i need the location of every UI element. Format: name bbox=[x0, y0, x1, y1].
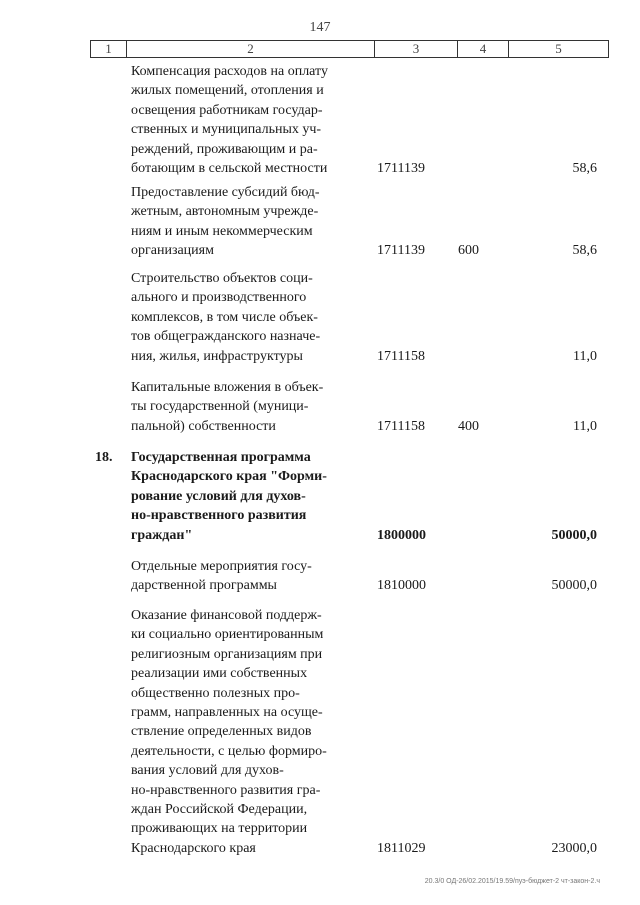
row-description bbox=[131, 269, 347, 366]
description-line: Государственная программа bbox=[131, 450, 311, 465]
column-header-3: 3 bbox=[375, 41, 458, 58]
description-line: комплексов, в том числе объек- bbox=[131, 309, 318, 325]
description-line: жилых помещений, отопления и bbox=[131, 83, 324, 99]
description-line: ния, жилья, инфраструктуры bbox=[131, 348, 303, 364]
description-line: Капитальные вложения в объек- bbox=[131, 380, 324, 395]
row-description bbox=[131, 557, 347, 596]
amount: 50000,0 bbox=[551, 527, 597, 543]
description-line: ки социально ориентированным bbox=[131, 627, 324, 643]
description-line: Компенсация расходов на оплату bbox=[131, 64, 328, 79]
target-code: 1811029 bbox=[377, 840, 426, 856]
description-line: проживающих на территории bbox=[131, 821, 308, 837]
description-line: общественно полезных про- bbox=[131, 685, 300, 701]
column-header-4: 4 bbox=[458, 41, 509, 58]
row-description bbox=[131, 606, 347, 858]
description-line: пальной) собственности bbox=[131, 418, 276, 434]
target-code: 1711158 bbox=[377, 418, 425, 434]
description-line: граждан" bbox=[131, 527, 193, 543]
description-line: Оказание финансовой поддерж- bbox=[131, 608, 322, 623]
description-line: ботающим в сельской местности bbox=[131, 161, 328, 177]
description-line: грамм, направленных на осуще- bbox=[131, 705, 323, 721]
description-line: Предоставление субсидий бюд- bbox=[131, 185, 320, 200]
footer-file-reference: 20.3/0 ОД-26/02.2015/19.59/пуэ-бюджет-2 чт-закон-2.ч bbox=[424, 878, 600, 885]
description-line: организациям bbox=[131, 243, 214, 259]
description-line: дарственной программы bbox=[131, 578, 277, 594]
target-code: 1711139 bbox=[377, 161, 425, 176]
description-line: ты государственной (муници- bbox=[131, 399, 309, 415]
column-header-5: 5 bbox=[509, 41, 609, 58]
description-line: но-нравственного развития гра- bbox=[131, 782, 321, 798]
target-code: 1711158 bbox=[377, 348, 425, 364]
description-line: рование условий для духов- bbox=[131, 488, 306, 504]
amount: 23000,0 bbox=[551, 840, 597, 856]
description-line: ствление определенных видов bbox=[131, 724, 312, 740]
page-number: 147 bbox=[309, 20, 331, 35]
amount: 11,0 bbox=[573, 348, 597, 364]
description-line: жетным, автономным учрежде- bbox=[131, 204, 319, 220]
amount: 58,6 bbox=[572, 161, 597, 176]
column-header-2: 2 bbox=[127, 41, 375, 58]
target-code: 1711139 bbox=[377, 243, 425, 259]
target-code: 1810000 bbox=[377, 578, 426, 594]
column-header-1: 1 bbox=[91, 41, 127, 58]
description-line: Краснодарского края "Форми- bbox=[131, 469, 327, 485]
row-number: 18. bbox=[95, 450, 113, 465]
description-line: ального и производственного bbox=[131, 290, 307, 306]
amount: 11,0 bbox=[573, 418, 597, 434]
description-line: ниям и иным некоммерческим bbox=[131, 223, 313, 239]
target-code: 1800000 bbox=[377, 527, 426, 543]
column-header-table bbox=[90, 40, 609, 58]
row-description bbox=[131, 62, 347, 178]
description-line: но-нравственного развития bbox=[131, 508, 307, 524]
description-line: реждений, проживающим и ра- bbox=[131, 141, 318, 157]
expense-type-code: 400 bbox=[458, 418, 479, 434]
amount: 58,6 bbox=[572, 243, 597, 259]
row-description bbox=[131, 378, 347, 436]
description-line: деятельности, с целью формиро- bbox=[131, 743, 327, 759]
description-line: освещения работникам государ- bbox=[131, 102, 323, 118]
row-description bbox=[131, 183, 347, 261]
description-line: ждан Российской Федерации, bbox=[131, 802, 308, 818]
description-line: реализации ими собственных bbox=[131, 666, 308, 682]
description-line: тов общегражданского назначе- bbox=[131, 329, 321, 345]
description-line: Отдельные мероприятия госу- bbox=[131, 559, 312, 574]
description-line: вания условий для духов- bbox=[131, 763, 284, 779]
description-line: ственных и муниципальных уч- bbox=[131, 122, 322, 138]
description-line: религиозным организациям при bbox=[131, 646, 323, 662]
row-description bbox=[131, 448, 347, 545]
description-line: Краснодарского края bbox=[131, 840, 256, 856]
description-line: Строительство объектов соци- bbox=[131, 271, 313, 286]
amount: 50000,0 bbox=[551, 578, 597, 594]
expense-type-code: 600 bbox=[458, 243, 479, 259]
